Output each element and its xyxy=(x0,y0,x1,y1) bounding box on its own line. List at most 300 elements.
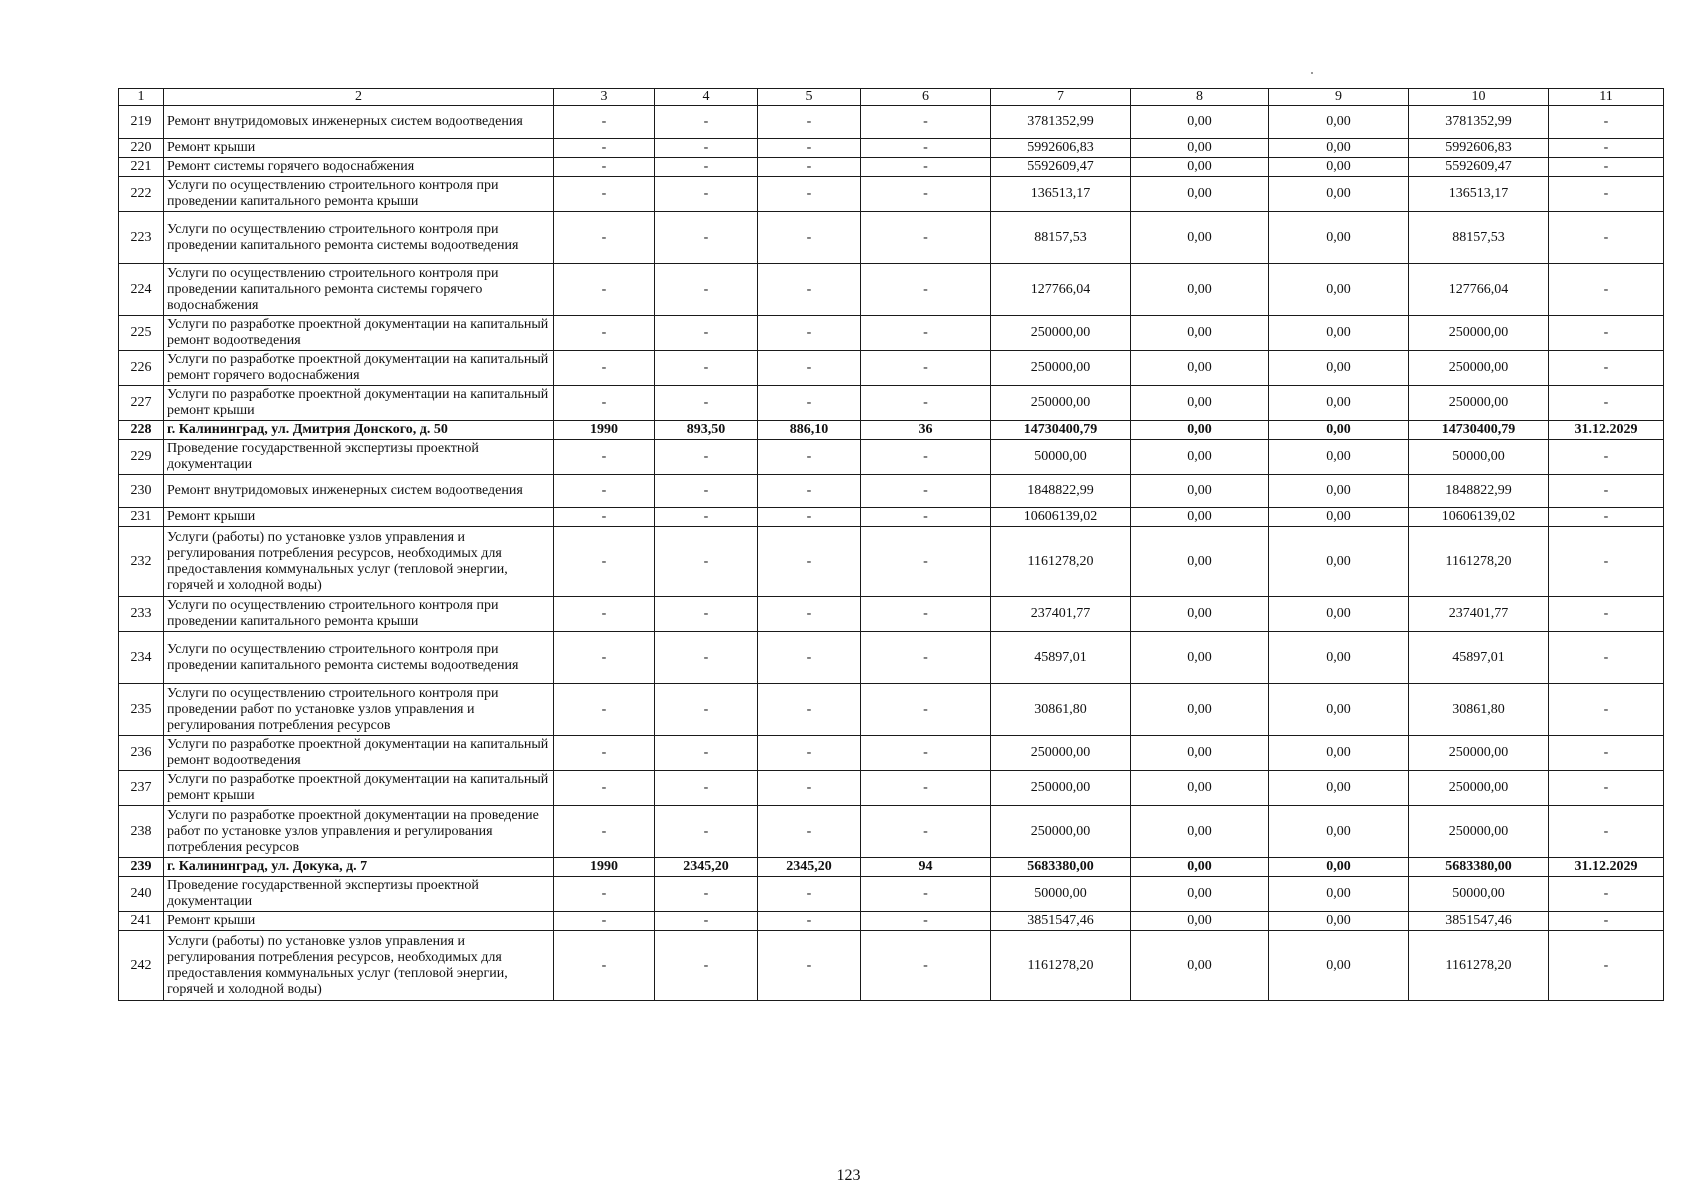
residents-cell: - xyxy=(861,877,991,912)
deadline-cell: - xyxy=(1549,684,1664,736)
row-number-cell: 219 xyxy=(119,106,164,139)
table-row xyxy=(119,264,1664,316)
residents-cell: - xyxy=(861,771,991,806)
cost-final-cell: 250000,00 xyxy=(1409,736,1549,771)
table-row xyxy=(119,158,1664,177)
fund-b-cell: 0,00 xyxy=(1269,597,1409,632)
table-row xyxy=(119,316,1664,351)
fund-b-cell: 0,00 xyxy=(1269,912,1409,931)
fund-a-cell: 0,00 xyxy=(1131,632,1269,684)
deadline-cell: - xyxy=(1549,264,1664,316)
row-number-cell: 220 xyxy=(119,139,164,158)
row-number-cell: 229 xyxy=(119,440,164,475)
fund-b-cell: 0,00 xyxy=(1269,386,1409,421)
cost-total-cell: 88157,53 xyxy=(991,212,1131,264)
address-cell: г. Калининград, ул. Докука, д. 7 xyxy=(164,858,554,877)
cost-final-cell: 127766,04 xyxy=(1409,264,1549,316)
residents-cell: - xyxy=(861,912,991,931)
living-area-cell: - xyxy=(758,139,861,158)
fund-b-cell: 0,00 xyxy=(1269,421,1409,440)
deadline-cell: - xyxy=(1549,386,1664,421)
year-cell: 1990 xyxy=(554,421,655,440)
deadline-cell: - xyxy=(1549,316,1664,351)
total-area-cell: - xyxy=(655,771,758,806)
deadline-cell: - xyxy=(1549,508,1664,527)
table-row xyxy=(119,351,1664,386)
table-row xyxy=(119,632,1664,684)
residents-cell: - xyxy=(861,475,991,508)
living-area-cell: - xyxy=(758,508,861,527)
living-area-cell: - xyxy=(758,684,861,736)
living-area-cell: - xyxy=(758,877,861,912)
fund-a-cell: 0,00 xyxy=(1131,931,1269,1001)
total-area-cell: - xyxy=(655,806,758,858)
work-description-cell: Проведение государственной экспертизы проектной документации xyxy=(164,440,554,475)
year-cell: - xyxy=(554,877,655,912)
residents-cell: - xyxy=(861,158,991,177)
year-cell: - xyxy=(554,597,655,632)
cost-total-cell: 250000,00 xyxy=(991,316,1131,351)
cost-total-cell: 136513,17 xyxy=(991,177,1131,212)
fund-b-cell: 0,00 xyxy=(1269,877,1409,912)
row-number-cell: 230 xyxy=(119,475,164,508)
address-row xyxy=(119,858,1664,877)
residents-cell: - xyxy=(861,931,991,1001)
fund-a-cell: 0,00 xyxy=(1131,158,1269,177)
cost-total-cell: 45897,01 xyxy=(991,632,1131,684)
total-area-cell: - xyxy=(655,684,758,736)
cost-final-cell: 250000,00 xyxy=(1409,806,1549,858)
fund-b-cell: 0,00 xyxy=(1269,316,1409,351)
fund-b-cell: 0,00 xyxy=(1269,440,1409,475)
row-number-cell: 231 xyxy=(119,508,164,527)
fund-a-cell: 0,00 xyxy=(1131,177,1269,212)
living-area-cell: 886,10 xyxy=(758,421,861,440)
cost-final-cell: 237401,77 xyxy=(1409,597,1549,632)
deadline-cell: - xyxy=(1549,440,1664,475)
fund-a-cell: 0,00 xyxy=(1131,877,1269,912)
total-area-cell: - xyxy=(655,931,758,1001)
residents-cell: 36 xyxy=(861,421,991,440)
living-area-cell: - xyxy=(758,440,861,475)
fund-a-cell: 0,00 xyxy=(1131,264,1269,316)
cost-total-cell: 50000,00 xyxy=(991,877,1131,912)
work-description-cell: Услуги по осуществлению строительного контроля при проведении капитального ремонта системы водоотведения xyxy=(164,632,554,684)
work-description-cell: Услуги (работы) по установке узлов управления и регулирования потребления ресурсов, необходимых для предоставления коммунальных услуг (тепловой энергии, горячей и холодной воды) xyxy=(164,931,554,1001)
total-area-cell: - xyxy=(655,158,758,177)
cost-final-cell: 5992606,83 xyxy=(1409,139,1549,158)
total-area-cell: - xyxy=(655,316,758,351)
table-row xyxy=(119,684,1664,736)
row-number-cell: 226 xyxy=(119,351,164,386)
residents-cell: - xyxy=(861,736,991,771)
residents-cell: - xyxy=(861,212,991,264)
table-row xyxy=(119,386,1664,421)
row-number-cell: 239 xyxy=(119,858,164,877)
table-row xyxy=(119,771,1664,806)
total-area-cell: 893,50 xyxy=(655,421,758,440)
work-description-cell: Услуги по осуществлению строительного контроля при проведении работ по установке узлов управления и регулирования потребления ресурсов xyxy=(164,684,554,736)
cost-total-cell: 3851547,46 xyxy=(991,912,1131,931)
total-area-cell: - xyxy=(655,351,758,386)
deadline-cell: - xyxy=(1549,597,1664,632)
residents-cell: - xyxy=(861,508,991,527)
table-row xyxy=(119,139,1664,158)
residents-cell: - xyxy=(861,139,991,158)
fund-a-cell: 0,00 xyxy=(1131,440,1269,475)
cost-total-cell: 50000,00 xyxy=(991,440,1131,475)
address-row xyxy=(119,421,1664,440)
residents-cell: - xyxy=(861,527,991,597)
deadline-cell: - xyxy=(1549,877,1664,912)
year-cell: - xyxy=(554,632,655,684)
row-number-cell: 234 xyxy=(119,632,164,684)
row-number-cell: 228 xyxy=(119,421,164,440)
fund-b-cell: 0,00 xyxy=(1269,212,1409,264)
total-area-cell: - xyxy=(655,386,758,421)
year-cell: - xyxy=(554,806,655,858)
work-description-cell: Услуги по разработке проектной документации на капитальный ремонт горячего водоснабжения xyxy=(164,351,554,386)
living-area-cell: - xyxy=(758,316,861,351)
total-area-cell: - xyxy=(655,177,758,212)
living-area-cell: - xyxy=(758,158,861,177)
table-row xyxy=(119,912,1664,931)
row-number-cell: 242 xyxy=(119,931,164,1001)
fund-a-cell: 0,00 xyxy=(1131,212,1269,264)
total-area-cell: - xyxy=(655,264,758,316)
work-description-cell: Услуги по осуществлению строительного контроля при проведении капитального ремонта системы горячего водоснабжения xyxy=(164,264,554,316)
residents-cell: - xyxy=(861,597,991,632)
table-row xyxy=(119,475,1664,508)
cost-final-cell: 10606139,02 xyxy=(1409,508,1549,527)
work-description-cell: Услуги по разработке проектной документации на капитальный ремонт водоотведения xyxy=(164,736,554,771)
year-cell: - xyxy=(554,931,655,1001)
work-description-cell: Услуги по осуществлению строительного контроля при проведении капитального ремонта крыши xyxy=(164,177,554,212)
table-row xyxy=(119,877,1664,912)
column-number-header: 4 xyxy=(655,89,758,106)
column-number-header: 8 xyxy=(1131,89,1269,106)
row-number-cell: 227 xyxy=(119,386,164,421)
residents-cell: - xyxy=(861,386,991,421)
fund-a-cell: 0,00 xyxy=(1131,912,1269,931)
fund-a-cell: 0,00 xyxy=(1131,771,1269,806)
cost-total-cell: 30861,80 xyxy=(991,684,1131,736)
year-cell: - xyxy=(554,264,655,316)
year-cell: - xyxy=(554,684,655,736)
total-area-cell: - xyxy=(655,597,758,632)
row-number-cell: 222 xyxy=(119,177,164,212)
fund-b-cell: 0,00 xyxy=(1269,527,1409,597)
fund-b-cell: 0,00 xyxy=(1269,264,1409,316)
fund-b-cell: 0,00 xyxy=(1269,858,1409,877)
deadline-cell: 31.12.2029 xyxy=(1549,421,1664,440)
column-number-header: 9 xyxy=(1269,89,1409,106)
work-description-cell: Ремонт системы горячего водоснабжения xyxy=(164,158,554,177)
residents-cell: - xyxy=(861,264,991,316)
deadline-cell: - xyxy=(1549,139,1664,158)
row-number-cell: 225 xyxy=(119,316,164,351)
cost-final-cell: 1161278,20 xyxy=(1409,527,1549,597)
cost-final-cell: 1848822,99 xyxy=(1409,475,1549,508)
cost-total-cell: 250000,00 xyxy=(991,736,1131,771)
cost-final-cell: 3851547,46 xyxy=(1409,912,1549,931)
living-area-cell: 2345,20 xyxy=(758,858,861,877)
total-area-cell: - xyxy=(655,527,758,597)
residents-cell: - xyxy=(861,684,991,736)
year-cell: - xyxy=(554,386,655,421)
fund-a-cell: 0,00 xyxy=(1131,736,1269,771)
column-number-header: 6 xyxy=(861,89,991,106)
address-cell: г. Калининград, ул. Дмитрия Донского, д. 50 xyxy=(164,421,554,440)
work-description-cell: Услуги по осуществлению строительного контроля при проведении капитального ремонта крыши xyxy=(164,597,554,632)
work-description-cell: Ремонт крыши xyxy=(164,508,554,527)
fund-b-cell: 0,00 xyxy=(1269,736,1409,771)
fund-a-cell: 0,00 xyxy=(1131,527,1269,597)
table-row xyxy=(119,806,1664,858)
living-area-cell: - xyxy=(758,912,861,931)
cost-total-cell: 250000,00 xyxy=(991,351,1131,386)
fund-a-cell: 0,00 xyxy=(1131,351,1269,386)
deadline-cell: - xyxy=(1549,632,1664,684)
living-area-cell: - xyxy=(758,264,861,316)
work-description-cell: Услуги по разработке проектной документации на проведение работ по установке узлов управления и регулирования потребления ресурсов xyxy=(164,806,554,858)
total-area-cell: - xyxy=(655,475,758,508)
deadline-cell: 31.12.2029 xyxy=(1549,858,1664,877)
page-number: 123 xyxy=(836,1167,861,1184)
residents-cell: - xyxy=(861,106,991,139)
total-area-cell: - xyxy=(655,912,758,931)
fund-b-cell: 0,00 xyxy=(1269,158,1409,177)
cost-total-cell: 1161278,20 xyxy=(991,931,1131,1001)
row-number-cell: 223 xyxy=(119,212,164,264)
fund-a-cell: 0,00 xyxy=(1131,806,1269,858)
cost-final-cell: 14730400,79 xyxy=(1409,421,1549,440)
fund-b-cell: 0,00 xyxy=(1269,177,1409,212)
work-description-cell: Ремонт крыши xyxy=(164,912,554,931)
row-number-cell: 232 xyxy=(119,527,164,597)
row-number-cell: 233 xyxy=(119,597,164,632)
cost-total-cell: 10606139,02 xyxy=(991,508,1131,527)
cost-final-cell: 50000,00 xyxy=(1409,877,1549,912)
cost-final-cell: 30861,80 xyxy=(1409,684,1549,736)
year-cell: - xyxy=(554,106,655,139)
fund-b-cell: 0,00 xyxy=(1269,632,1409,684)
living-area-cell: - xyxy=(758,475,861,508)
work-description-cell: Услуги (работы) по установке узлов управления и регулирования потребления ресурсов, необходимых для предоставления коммунальных услуг (тепловой энергии, горячей и холодной воды) xyxy=(164,527,554,597)
work-description-cell: Услуги по разработке проектной документации на капитальный ремонт крыши xyxy=(164,386,554,421)
row-number-cell: 224 xyxy=(119,264,164,316)
cost-total-cell: 237401,77 xyxy=(991,597,1131,632)
cost-total-cell: 5683380,00 xyxy=(991,858,1131,877)
deadline-cell: - xyxy=(1549,106,1664,139)
table-row xyxy=(119,508,1664,527)
fund-b-cell: 0,00 xyxy=(1269,931,1409,1001)
year-cell: 1990 xyxy=(554,858,655,877)
residents-cell: 94 xyxy=(861,858,991,877)
deadline-cell: - xyxy=(1549,912,1664,931)
cost-final-cell: 88157,53 xyxy=(1409,212,1549,264)
fund-a-cell: 0,00 xyxy=(1131,508,1269,527)
work-description-cell: Услуги по разработке проектной документации на капитальный ремонт крыши xyxy=(164,771,554,806)
year-cell: - xyxy=(554,475,655,508)
work-description-cell: Ремонт внутридомовых инженерных систем водоотведения xyxy=(164,475,554,508)
cost-total-cell: 1161278,20 xyxy=(991,527,1131,597)
table-row xyxy=(119,106,1664,139)
cost-final-cell: 250000,00 xyxy=(1409,351,1549,386)
cost-final-cell: 250000,00 xyxy=(1409,386,1549,421)
year-cell: - xyxy=(554,440,655,475)
cost-total-cell: 127766,04 xyxy=(991,264,1131,316)
work-description-cell: Проведение государственной экспертизы проектной документации xyxy=(164,877,554,912)
column-number-header: 5 xyxy=(758,89,861,106)
total-area-cell: - xyxy=(655,212,758,264)
fund-a-cell: 0,00 xyxy=(1131,386,1269,421)
fund-b-cell: 0,00 xyxy=(1269,684,1409,736)
cost-final-cell: 1161278,20 xyxy=(1409,931,1549,1001)
column-number-header: 11 xyxy=(1549,89,1664,106)
fund-a-cell: 0,00 xyxy=(1131,139,1269,158)
table-row xyxy=(119,736,1664,771)
row-number-cell: 240 xyxy=(119,877,164,912)
total-area-cell: - xyxy=(655,736,758,771)
row-number-cell: 238 xyxy=(119,806,164,858)
scan-speck xyxy=(1311,72,1313,74)
residents-cell: - xyxy=(861,351,991,386)
work-description-cell: Услуги по осуществлению строительного контроля при проведении капитального ремонта системы водоотведения xyxy=(164,212,554,264)
row-number-cell: 241 xyxy=(119,912,164,931)
living-area-cell: - xyxy=(758,736,861,771)
table-row xyxy=(119,527,1664,597)
work-description-cell: Ремонт крыши xyxy=(164,139,554,158)
year-cell: - xyxy=(554,158,655,177)
total-area-cell: - xyxy=(655,106,758,139)
cost-total-cell: 3781352,99 xyxy=(991,106,1131,139)
fund-b-cell: 0,00 xyxy=(1269,508,1409,527)
total-area-cell: - xyxy=(655,508,758,527)
living-area-cell: - xyxy=(758,931,861,1001)
deadline-cell: - xyxy=(1549,158,1664,177)
deadline-cell: - xyxy=(1549,177,1664,212)
total-area-cell: - xyxy=(655,139,758,158)
column-number-header: 7 xyxy=(991,89,1131,106)
living-area-cell: - xyxy=(758,351,861,386)
cost-total-cell: 14730400,79 xyxy=(991,421,1131,440)
fund-b-cell: 0,00 xyxy=(1269,106,1409,139)
column-number-header: 2 xyxy=(164,89,554,106)
year-cell: - xyxy=(554,351,655,386)
living-area-cell: - xyxy=(758,597,861,632)
residents-cell: - xyxy=(861,806,991,858)
deadline-cell: - xyxy=(1549,527,1664,597)
column-number-header: 1 xyxy=(119,89,164,106)
year-cell: - xyxy=(554,736,655,771)
cost-total-cell: 250000,00 xyxy=(991,386,1131,421)
total-area-cell: 2345,20 xyxy=(655,858,758,877)
row-number-cell: 237 xyxy=(119,771,164,806)
living-area-cell: - xyxy=(758,527,861,597)
living-area-cell: - xyxy=(758,806,861,858)
cost-total-cell: 5592609,47 xyxy=(991,158,1131,177)
column-number-header-row xyxy=(119,89,1664,106)
deadline-cell: - xyxy=(1549,475,1664,508)
cost-final-cell: 45897,01 xyxy=(1409,632,1549,684)
column-number-header: 10 xyxy=(1409,89,1549,106)
table-row xyxy=(119,597,1664,632)
cost-total-cell: 1848822,99 xyxy=(991,475,1131,508)
cost-final-cell: 5592609,47 xyxy=(1409,158,1549,177)
year-cell: - xyxy=(554,177,655,212)
total-area-cell: - xyxy=(655,877,758,912)
residents-cell: - xyxy=(861,316,991,351)
year-cell: - xyxy=(554,912,655,931)
deadline-cell: - xyxy=(1549,351,1664,386)
fund-b-cell: 0,00 xyxy=(1269,139,1409,158)
deadline-cell: - xyxy=(1549,736,1664,771)
fund-a-cell: 0,00 xyxy=(1131,421,1269,440)
fund-b-cell: 0,00 xyxy=(1269,475,1409,508)
living-area-cell: - xyxy=(758,106,861,139)
table-row xyxy=(119,931,1664,1001)
cost-final-cell: 5683380,00 xyxy=(1409,858,1549,877)
column-number-header: 3 xyxy=(554,89,655,106)
work-description-cell: Услуги по разработке проектной документации на капитальный ремонт водоотведения xyxy=(164,316,554,351)
living-area-cell: - xyxy=(758,632,861,684)
year-cell: - xyxy=(554,771,655,806)
table-row xyxy=(119,177,1664,212)
year-cell: - xyxy=(554,508,655,527)
fund-a-cell: 0,00 xyxy=(1131,597,1269,632)
cost-final-cell: 3781352,99 xyxy=(1409,106,1549,139)
fund-b-cell: 0,00 xyxy=(1269,806,1409,858)
fund-a-cell: 0,00 xyxy=(1131,106,1269,139)
fund-a-cell: 0,00 xyxy=(1131,475,1269,508)
cost-final-cell: 136513,17 xyxy=(1409,177,1549,212)
total-area-cell: - xyxy=(655,632,758,684)
deadline-cell: - xyxy=(1549,212,1664,264)
cost-final-cell: 50000,00 xyxy=(1409,440,1549,475)
year-cell: - xyxy=(554,212,655,264)
deadline-cell: - xyxy=(1549,931,1664,1001)
fund-b-cell: 0,00 xyxy=(1269,351,1409,386)
year-cell: - xyxy=(554,139,655,158)
work-description-cell: Ремонт внутридомовых инженерных систем водоотведения xyxy=(164,106,554,139)
residents-cell: - xyxy=(861,440,991,475)
year-cell: - xyxy=(554,316,655,351)
table-body xyxy=(119,89,1664,1001)
living-area-cell: - xyxy=(758,386,861,421)
fund-a-cell: 0,00 xyxy=(1131,684,1269,736)
fund-b-cell: 0,00 xyxy=(1269,771,1409,806)
residents-cell: - xyxy=(861,177,991,212)
table-row xyxy=(119,212,1664,264)
row-number-cell: 236 xyxy=(119,736,164,771)
residents-cell: - xyxy=(861,632,991,684)
cost-final-cell: 250000,00 xyxy=(1409,316,1549,351)
deadline-cell: - xyxy=(1549,806,1664,858)
fund-a-cell: 0,00 xyxy=(1131,858,1269,877)
living-area-cell: - xyxy=(758,771,861,806)
document-sheet xyxy=(118,88,1663,1001)
cost-final-cell: 250000,00 xyxy=(1409,771,1549,806)
row-number-cell: 221 xyxy=(119,158,164,177)
fund-a-cell: 0,00 xyxy=(1131,316,1269,351)
capital-repair-table xyxy=(118,88,1664,1001)
cost-total-cell: 250000,00 xyxy=(991,806,1131,858)
deadline-cell: - xyxy=(1549,771,1664,806)
living-area-cell: - xyxy=(758,177,861,212)
table-row xyxy=(119,440,1664,475)
total-area-cell: - xyxy=(655,440,758,475)
